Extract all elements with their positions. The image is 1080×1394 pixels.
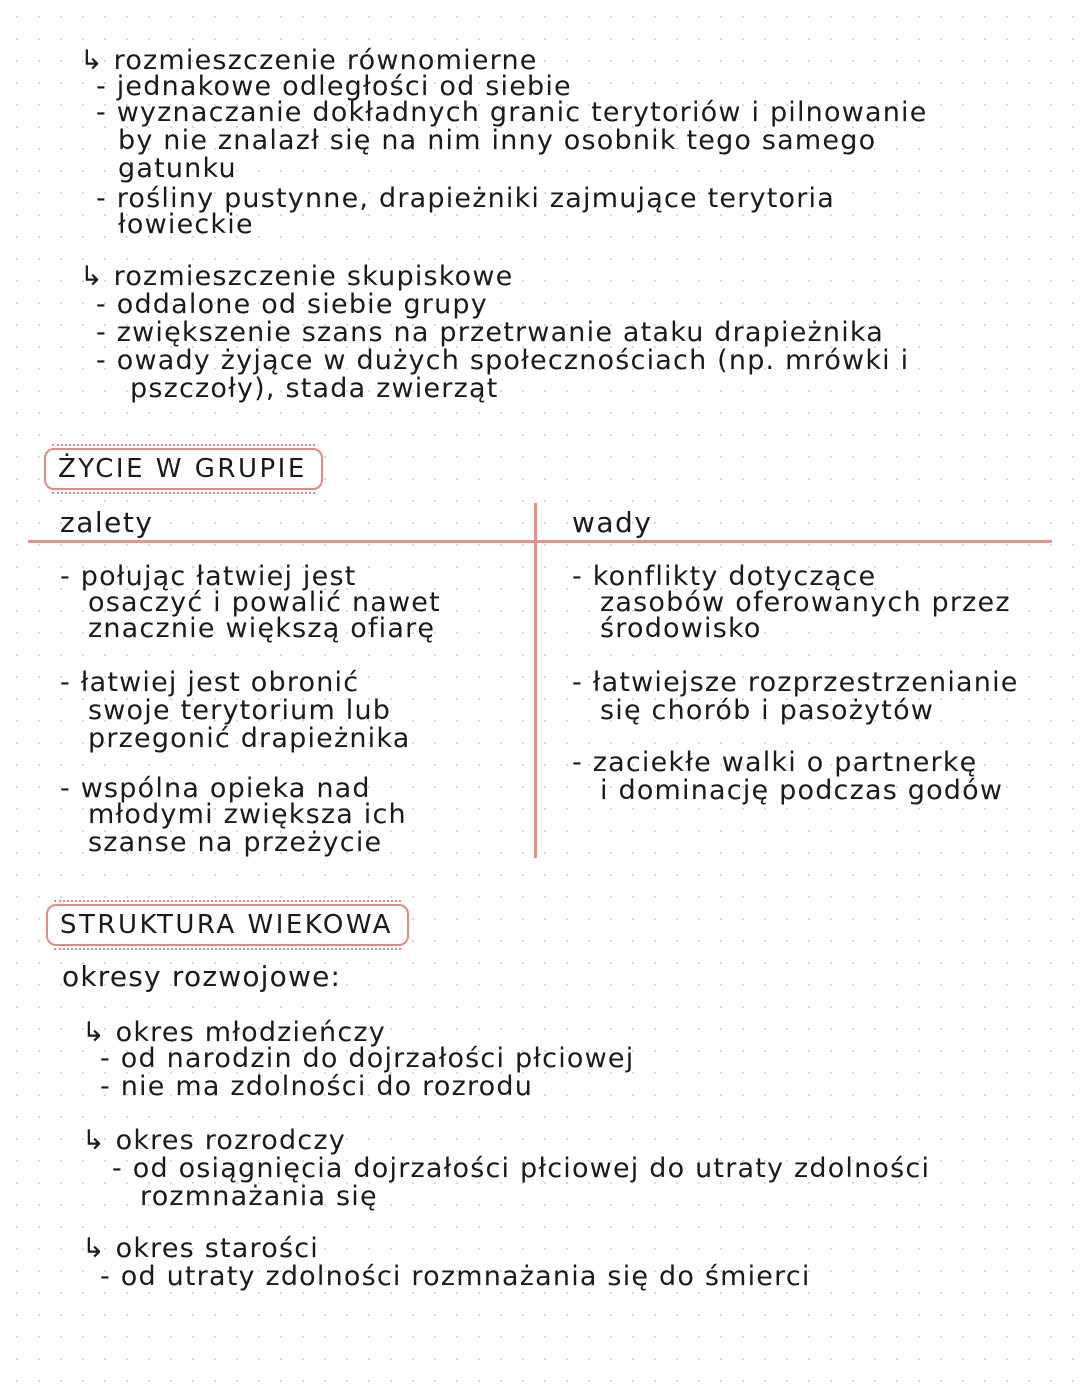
age-line: - od osiągnięcia dojrzałości płciowej do utraty zdolności	[112, 1153, 931, 1184]
disadvantage-line: się chorób i pasożytów	[600, 695, 935, 726]
section2-line-3: - owady żyjące w dużych społecznościach (np. mrówki i	[96, 345, 910, 376]
age-line: - od narodzin do dojrzałości płciowej	[100, 1043, 635, 1074]
section2-line-1: - oddalone od siebie grupy	[96, 289, 488, 320]
disadvantage-line: i dominację podczas godów	[600, 775, 1004, 806]
age-structure-heading: STRUKTURA WIEKOWA	[46, 904, 409, 946]
section1-line-0: ↳ rozmieszczenie równomierne	[80, 45, 538, 76]
disadvantage-line: - konflikty dotyczące	[572, 561, 877, 592]
section1-line-3: by nie znalazł się na nim inny osobnik tego samego	[118, 125, 877, 156]
section1-line-4: gatunku	[118, 153, 237, 184]
disadvantages-header: wady	[572, 506, 653, 539]
section1-line-1: - jednakowe odległości od siebie	[96, 71, 572, 102]
advantage-line: znacznie większą ofiarę	[88, 613, 436, 644]
group-life-heading: ŻYCIE W GRUPIE	[44, 448, 323, 490]
section1-line-6: łowieckie	[118, 209, 254, 240]
age-line: - nie ma zdolności do rozrodu	[100, 1071, 534, 1102]
advantage-line: osaczyć i powalić nawet	[88, 587, 441, 618]
disadvantage-line: środowisko	[600, 613, 762, 644]
section2-line-2: - zwiększenie szans na przetrwanie ataku drapieżnika	[96, 317, 885, 348]
advantage-line: - wspólna opieka nad	[60, 773, 371, 804]
section1-line-5: - rośliny pustynne, drapieżniki zajmujące terytoria	[96, 183, 835, 214]
disadvantage-line: - łatwiejsze rozprzestrzenianie	[572, 667, 1019, 698]
table-column-divider	[534, 503, 537, 858]
advantage-line: przegonić drapieżnika	[88, 723, 411, 754]
advantage-line: szanse na przeżycie	[88, 827, 383, 858]
age-line: - od utraty zdolności rozmnażania się do śmierci	[100, 1261, 811, 1292]
section1-line-2: - wyznaczanie dokładnych granic terytoriów i pilnowanie	[96, 97, 928, 128]
age-structure-subtitle: okresy rozwojowe:	[62, 960, 342, 993]
disadvantage-line: - zaciekłe walki o partnerkę	[572, 747, 978, 778]
advantages-header: zalety	[60, 506, 154, 539]
section2-line-4: pszczoły), stada zwierząt	[130, 373, 499, 404]
disadvantage-line: zasobów oferowanych przez	[600, 587, 1011, 618]
table-header-rule	[28, 540, 1052, 543]
advantage-line: swoje terytorium lub	[88, 695, 392, 726]
age-line: rozmnażania się	[140, 1181, 378, 1212]
advantage-line: młodymi zwiększa ich	[88, 799, 407, 830]
age-line: ↳ okres starości	[82, 1233, 319, 1264]
age-line: ↳ okres młodzieńczy	[82, 1017, 386, 1048]
age-line: ↳ okres rozrodczy	[82, 1125, 346, 1156]
advantage-line: - połując łatwiej jest	[60, 561, 357, 592]
section2-line-0: ↳ rozmieszczenie skupiskowe	[80, 261, 514, 292]
advantage-line: - łatwiej jest obronić	[60, 667, 360, 698]
